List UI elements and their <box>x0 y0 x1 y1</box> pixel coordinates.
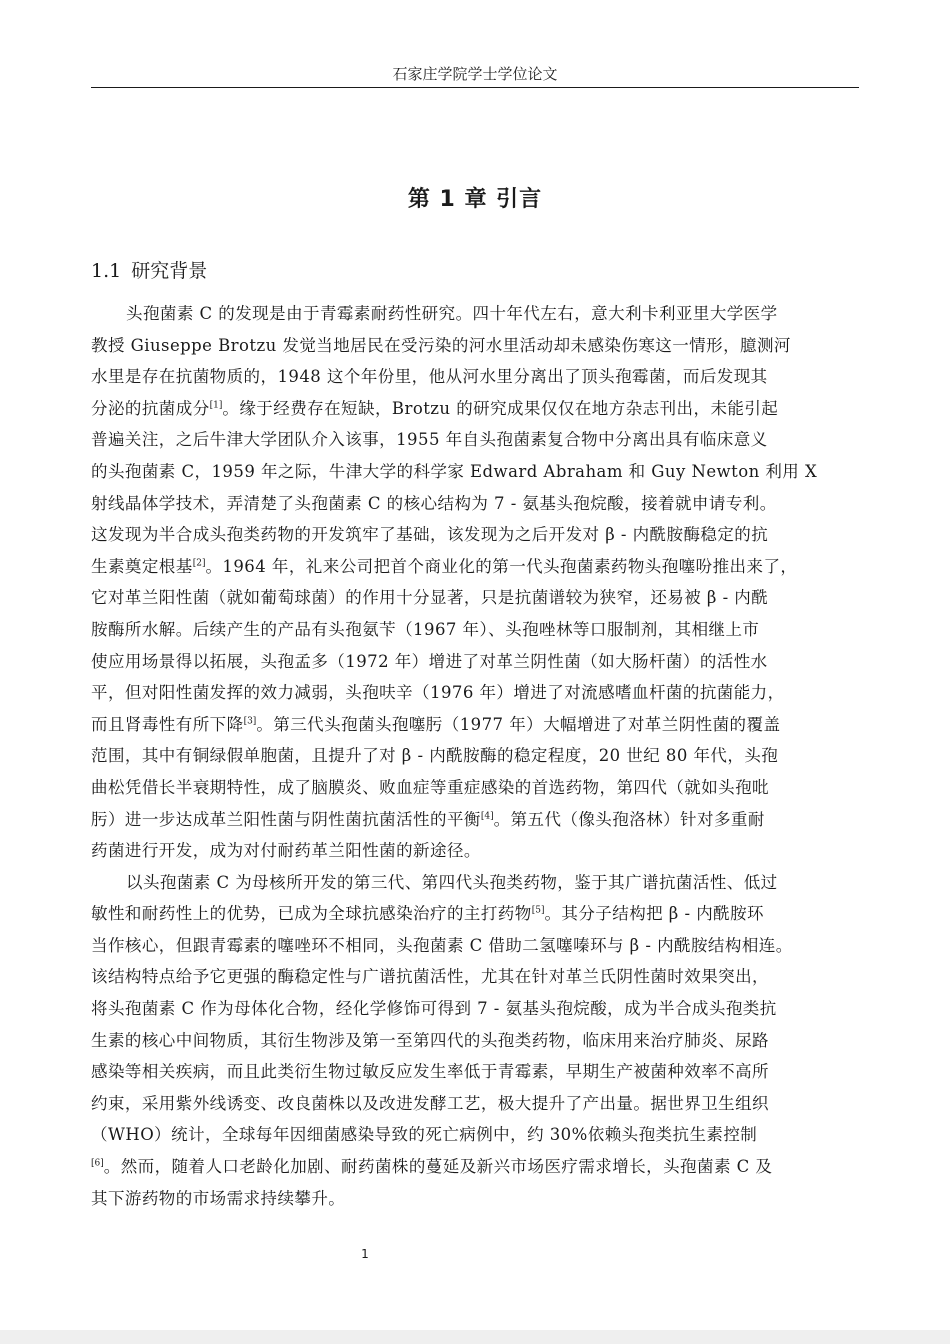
text-run: 范围，其中有铜绿假单胞菌，且提升了对 β - 内酰胺酶的稳定程度，20 世纪 80 年代，头孢 <box>91 746 779 766</box>
citation-marker: [5] <box>531 905 545 916</box>
text-run: 生素奠定根基 <box>91 556 193 576</box>
paragraph-line <box>91 646 861 678</box>
paragraph-line <box>91 1088 861 1120</box>
text-run: 胺酶所水解。后续产生的产品有头孢氨苄（1967 年）、头孢唑林等口服制剂，其相继上市 <box>91 619 760 639</box>
text-run: 生素的核心中间物质，其衍生物涉及第一至第四代的头孢类药物，临床用来治疗肺炎、尿路 <box>91 1030 769 1050</box>
viewer-bottom-strip <box>0 1330 950 1344</box>
citation-marker: [6] <box>91 1158 104 1169</box>
paragraph-line <box>91 867 861 899</box>
paragraph-line <box>91 551 861 583</box>
text-run: 分泌的抗菌成分 <box>91 398 210 418</box>
paragraph-line <box>91 677 861 709</box>
text-run: 。第三代头孢菌头孢噻肟（1977 年）大幅增进了对革兰阴性菌的覆盖 <box>256 714 781 734</box>
header-rule <box>91 87 859 88</box>
body-text <box>91 298 861 1214</box>
text-run: 的头孢菌素 C，1959 年之际，牛津大学的科学家 Edward Abraham 和 Guy Newton 利用 X <box>91 461 818 481</box>
paragraph-line <box>91 1183 861 1215</box>
text-run: 当作核心，但跟青霉素的噻唑环不相同，头孢菌素 C 借助二氢噻嗪环与 β - 内酰胺结构相连。 <box>91 935 793 955</box>
text-run: 这发现为半合成头孢类药物的开发筑牢了基础，该发现为之后开发对 β - 内酰胺酶稳定的抗 <box>91 525 769 545</box>
paragraph-line <box>91 772 861 804</box>
text-run: 敏性和耐药性上的优势，已成为全球抗感染治疗的主打药物 <box>91 904 532 924</box>
paragraph-line <box>91 488 861 520</box>
paragraph-line <box>91 456 861 488</box>
text-run: 水里是存在抗菌物质的，1948 这个年份里，他从河水里分离出了顶头孢霉菌，而后发现其 <box>91 367 768 387</box>
paragraph-line <box>91 582 861 614</box>
running-header: 石家庄学院学士学位论文 <box>392 65 558 83</box>
paragraph-line <box>91 1056 861 1088</box>
section-heading <box>91 257 207 285</box>
text-run: 药菌进行开发，成为对付耐药革兰阳性菌的新途径。 <box>91 841 481 861</box>
text-run: 将头孢菌素 C 作为母体化合物，经化学修饰可得到 7 - 氨基头孢烷酸，成为半合成头孢类抗 <box>91 999 777 1019</box>
paragraph-line <box>91 993 861 1025</box>
text-run: 头孢菌素 C 的发现是由于青霉素耐药性研究。四十年代左右，意大利卡利亚里大学医学 <box>126 304 778 323</box>
paragraph-line <box>91 1119 861 1151</box>
text-run: 射线晶体学技术，弄清楚了头孢菌素 C 的核心结构为 7 - 氨基头孢烷酸，接着就申请专利。 <box>91 493 777 513</box>
text-run: 使应用场景得以拓展，头孢孟多（1972 年）增进了对革兰阴性菌（如大肠杆菌）的活性水 <box>91 651 768 671</box>
text-run: 平，但对阳性菌发挥的效力减弱，头孢呋辛（1976 年）增进了对流感嗜血杆菌的抗菌能力， <box>91 683 785 703</box>
paragraph-line <box>91 961 861 993</box>
text-run: 曲松凭借长半衰期特性，成了脑膜炎、败血症等重症感染的首选药物，第四代（就如头孢吡 <box>91 777 769 797</box>
paragraph-line <box>91 804 861 836</box>
citation-marker: [2] <box>192 558 206 569</box>
paragraph-line <box>91 930 861 962</box>
text-run: 。缘于经费存在短缺，Brotzu 的研究成果仅仅在地方杂志刊出，未能引起 <box>222 398 779 418</box>
text-run: 肟）进一步达成革兰阳性菌与阴性菌抗菌活性的平衡 <box>91 809 481 829</box>
text-run: 该结构特点给予它更强的酶稳定性与广谱抗菌活性，尤其在针对革兰氏阴性菌时效果突出， <box>91 967 769 987</box>
text-run: 它对革兰阳性菌（就如葡萄球菌）的作用十分显著，只是抗菌谱较为狭窄，还易被 β - 内酰 <box>91 588 769 608</box>
text-run: 而且肾毒性有所下降 <box>91 714 244 734</box>
paragraph-line <box>91 519 861 551</box>
paragraph-line <box>91 614 861 646</box>
text-run: （WHO）统计，全球每年因细菌感染导致的死亡病例中，约 30%依赖头孢类抗生素控制 <box>91 1125 758 1145</box>
text-run: 以头孢菌素 C 为母核所开发的第三代、第四代头孢类药物，鉴于其广谱抗菌活性、低过 <box>126 872 778 892</box>
chapter-title: 第 1 章 引言 <box>407 187 543 212</box>
paragraph-line <box>91 393 861 425</box>
text-run: 。第五代（像头孢洛林）针对多重耐 <box>493 809 765 829</box>
paragraph-line <box>91 330 861 362</box>
text-run: 。其分子结构把 β - 内酰胺环 <box>544 904 765 924</box>
text-run: 感染等相关疾病，而且此类衍生物过敏反应发生率低于青霉素，早期生产被菌种效率不高所 <box>91 1062 769 1082</box>
paragraph-line <box>91 298 861 330</box>
paragraph-line <box>91 424 861 456</box>
citation-marker: [3] <box>243 716 257 727</box>
citation-marker: [4] <box>480 811 494 821</box>
paragraph-line <box>91 709 861 741</box>
text-run: 其下游药物的市场需求持续攀升。 <box>91 1188 346 1208</box>
text-run: 教授 Giuseppe Brotzu 发觉当地居民在受污染的河水里活动却未感染伤寒这一情形，臆测河 <box>91 335 791 355</box>
text-run: 。然而，随着人口老龄化加剧、耐药菌株的蔓延及新兴市场医疗需求增长，头孢菌素 C 及 <box>103 1157 773 1177</box>
paragraph-line <box>91 361 861 393</box>
text-run: 约束，采用紫外线诱变、改良菌株以及改进发酵工艺，极大提升了产出量。据世界卫生组织 <box>91 1093 769 1113</box>
paragraph-line <box>91 898 861 930</box>
citation-marker: [1] <box>209 400 223 411</box>
section-number: 1.1 <box>91 260 122 282</box>
paragraph-line <box>91 1151 861 1183</box>
paragraph-line <box>91 740 861 772</box>
text-run: 普遍关注，之后牛津大学团队介入该事，1955 年自头孢菌素复合物中分离出具有临床意义 <box>91 430 768 450</box>
text-run: 。1964 年，礼来公司把首个商业化的第一代头孢菌素药物头孢噻吩推出来了， <box>205 556 798 576</box>
paragraph-line <box>91 1025 861 1057</box>
page-number: 1 <box>361 1247 369 1261</box>
paragraph-line <box>91 835 861 867</box>
section-title: 研究背景 <box>131 260 208 282</box>
